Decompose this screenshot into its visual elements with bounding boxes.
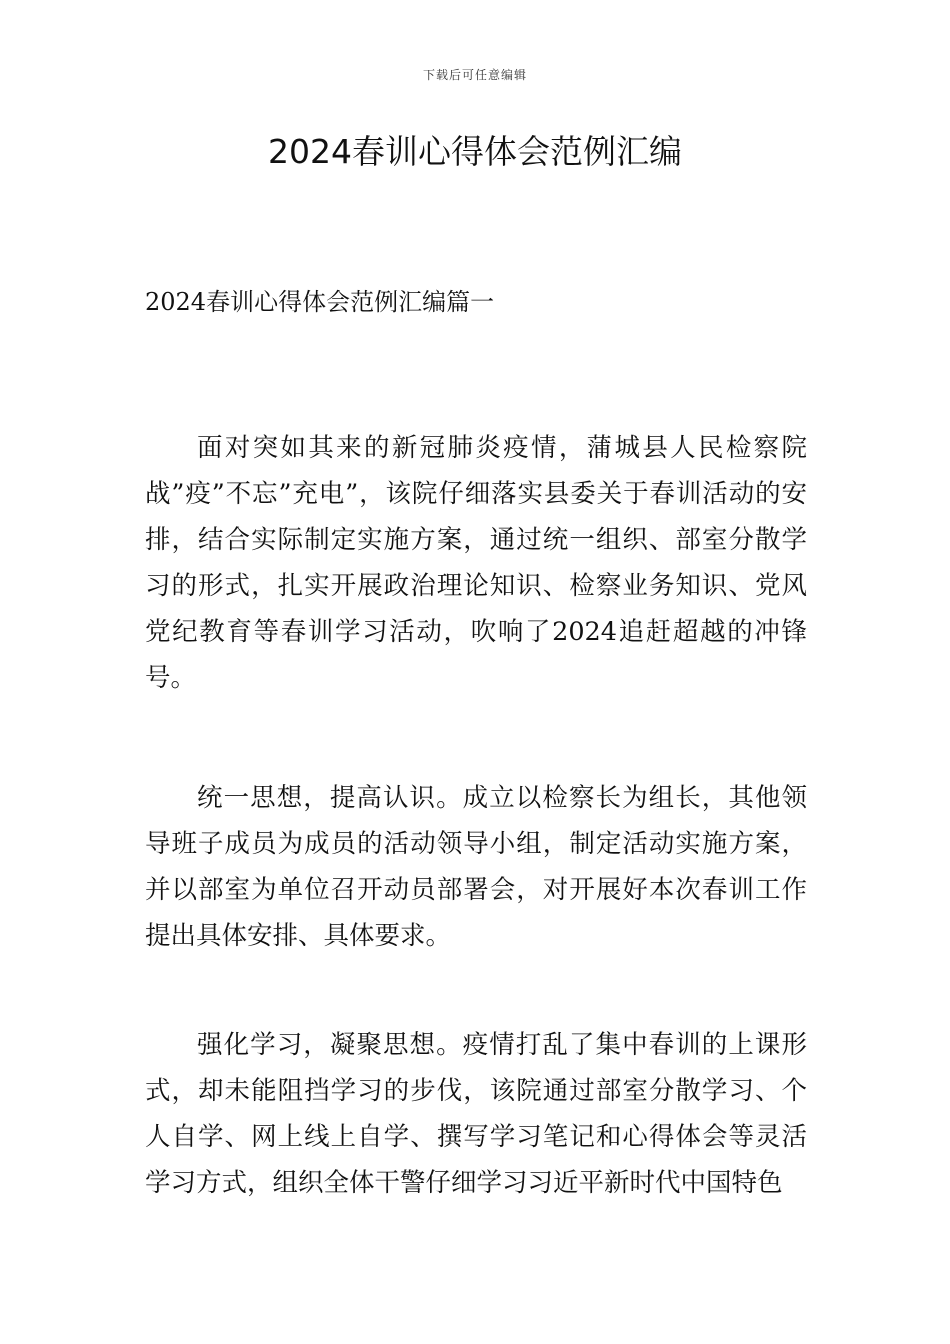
body-paragraph-3: 强化学习，凝聚思想。疫情打乱了集中春训的上课形式，却未能阻挡学习的步伐，该院通过部室分散学习、个人自学、网上线上自学、撰写学习笔记和心得体会等灵活学习方式，组织全体干警仔细学习习近平新时代中国特色	[145, 1030, 807, 1198]
body-paragraph-2: 统一思想，提高认识。成立以检察长为组长，其他领导班子成员为成员的活动领导小组，制定活动实施方案，并以部室为单位召开动员部署会，对开展好本次春训工作提出具体安排、具体要求。	[145, 783, 807, 951]
section-heading: 2024春训心得体会范例汇编篇一	[145, 288, 495, 316]
header-note: 下载后可任意编辑	[422, 68, 527, 82]
document-title: 2024春训心得体会范例汇编	[268, 132, 682, 171]
body-paragraph-1: 面对突如其来的新冠肺炎疫情，蒲城县人民检察院战”疫”不忘”充电”，该院仔细落实县委关于春训活动的安排，结合实际制定实施方案，通过统一组织、部室分散学习的形式，扎实开展政治理论知识、检察业务知识、党风党纪教育等春训学习活动，吹响了2024追赶超越的冲锋号。	[145, 433, 807, 693]
